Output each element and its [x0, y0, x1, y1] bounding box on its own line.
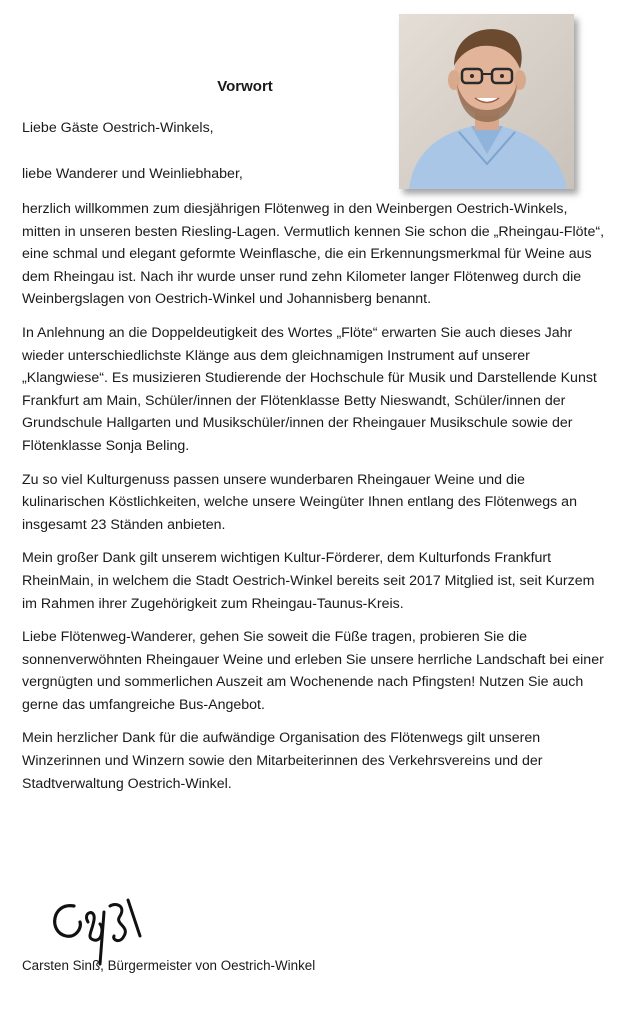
signature-name-line: Carsten Sinß, Bürgermeister von Oestrich-Winkel: [22, 958, 316, 973]
paragraph: Mein großer Dank gilt unserem wichtigen Kultur-Förderer, dem Kulturfonds Frankfurt RheinMain, in welchem die Stadt Oestrich-Winkel bereits seit 2017 Mitglied ist, seit Kurzem im Rahmen ihrer Zugehörigkeit zum Rheingau-Taunus-Kreis.: [22, 550, 595, 612]
letter-body: [22, 198, 607, 806]
portrait-illustration: [399, 14, 574, 189]
paragraph: herzlich willkommen zum diesjährigen Flötenweg in den Weinbergen Oestrich-Winkels, mitten in unseren besten Riesling-Lagen. Vermutlich kennen Sie schon die „Rheingau-Flöte“, eine schmal und elegant geformte Weinflasche, die ein Erkennungsmerkmal für Weine aus dem Rheingau ist. Nach ihr wurde unser rund zehn Kilometer langer Flötenweg durch die Weinbergslagen von Oestrich-Winkel und Johannisberg benannt.: [22, 201, 605, 308]
paragraph: Mein herzlicher Dank für die aufwändige Organisation des Flötenwegs gilt unseren Winzerinnen und Winzern sowie den Mitarbeiterinnen des Verkehrsvereins und der Stadtverwaltung Oestrich-Winkel.: [22, 730, 543, 792]
paragraph: In Anlehnung an die Doppeldeutigkeit des Wortes „Flöte“ erwarten Sie auch dieses Jahr wieder unterschiedlichste Klänge aus dem gleichnamigen Instrument auf unserer „Klangwiese“. Es musizieren Studierende der Hochschule für Musik und Darstellende Kunst Frankfurt am Main, Schüler/innen der Flötenklasse Betty Nieswandt, Schüler/innen der Grundschule Hallgarten und Musikschüler/innen der Rheingauer Musikschule sowie der Flötenklasse Sonja Beling.: [22, 324, 597, 454]
portrait-photo: [399, 14, 574, 189]
page-title: Vorwort: [217, 78, 273, 95]
salutation-hikers: liebe Wanderer und Weinliebhaber,: [22, 166, 243, 182]
paragraph: Liebe Flötenweg-Wanderer, gehen Sie soweit die Füße tragen, probieren Sie die sonnenverwöhnten Rheingauer Weine und erleben Sie unsere herrliche Landschaft bei einer vergnügten und sommerlichen Auszeit am Wochenende nach Pfingsten! Nutzen Sie auch gerne das umfangreiche Bus-Angebot.: [22, 629, 604, 713]
salutation-guests: Liebe Gäste Oestrich-Winkels,: [22, 120, 214, 136]
paragraph: Zu so viel Kulturgenuss passen unsere wunderbaren Rheingauer Weine und die kulinarischen Köstlichkeiten, welche unsere Weingüter Ihnen entlang des Flötenwegs an insgesamt 23 Ständen anbieten.: [22, 471, 577, 533]
